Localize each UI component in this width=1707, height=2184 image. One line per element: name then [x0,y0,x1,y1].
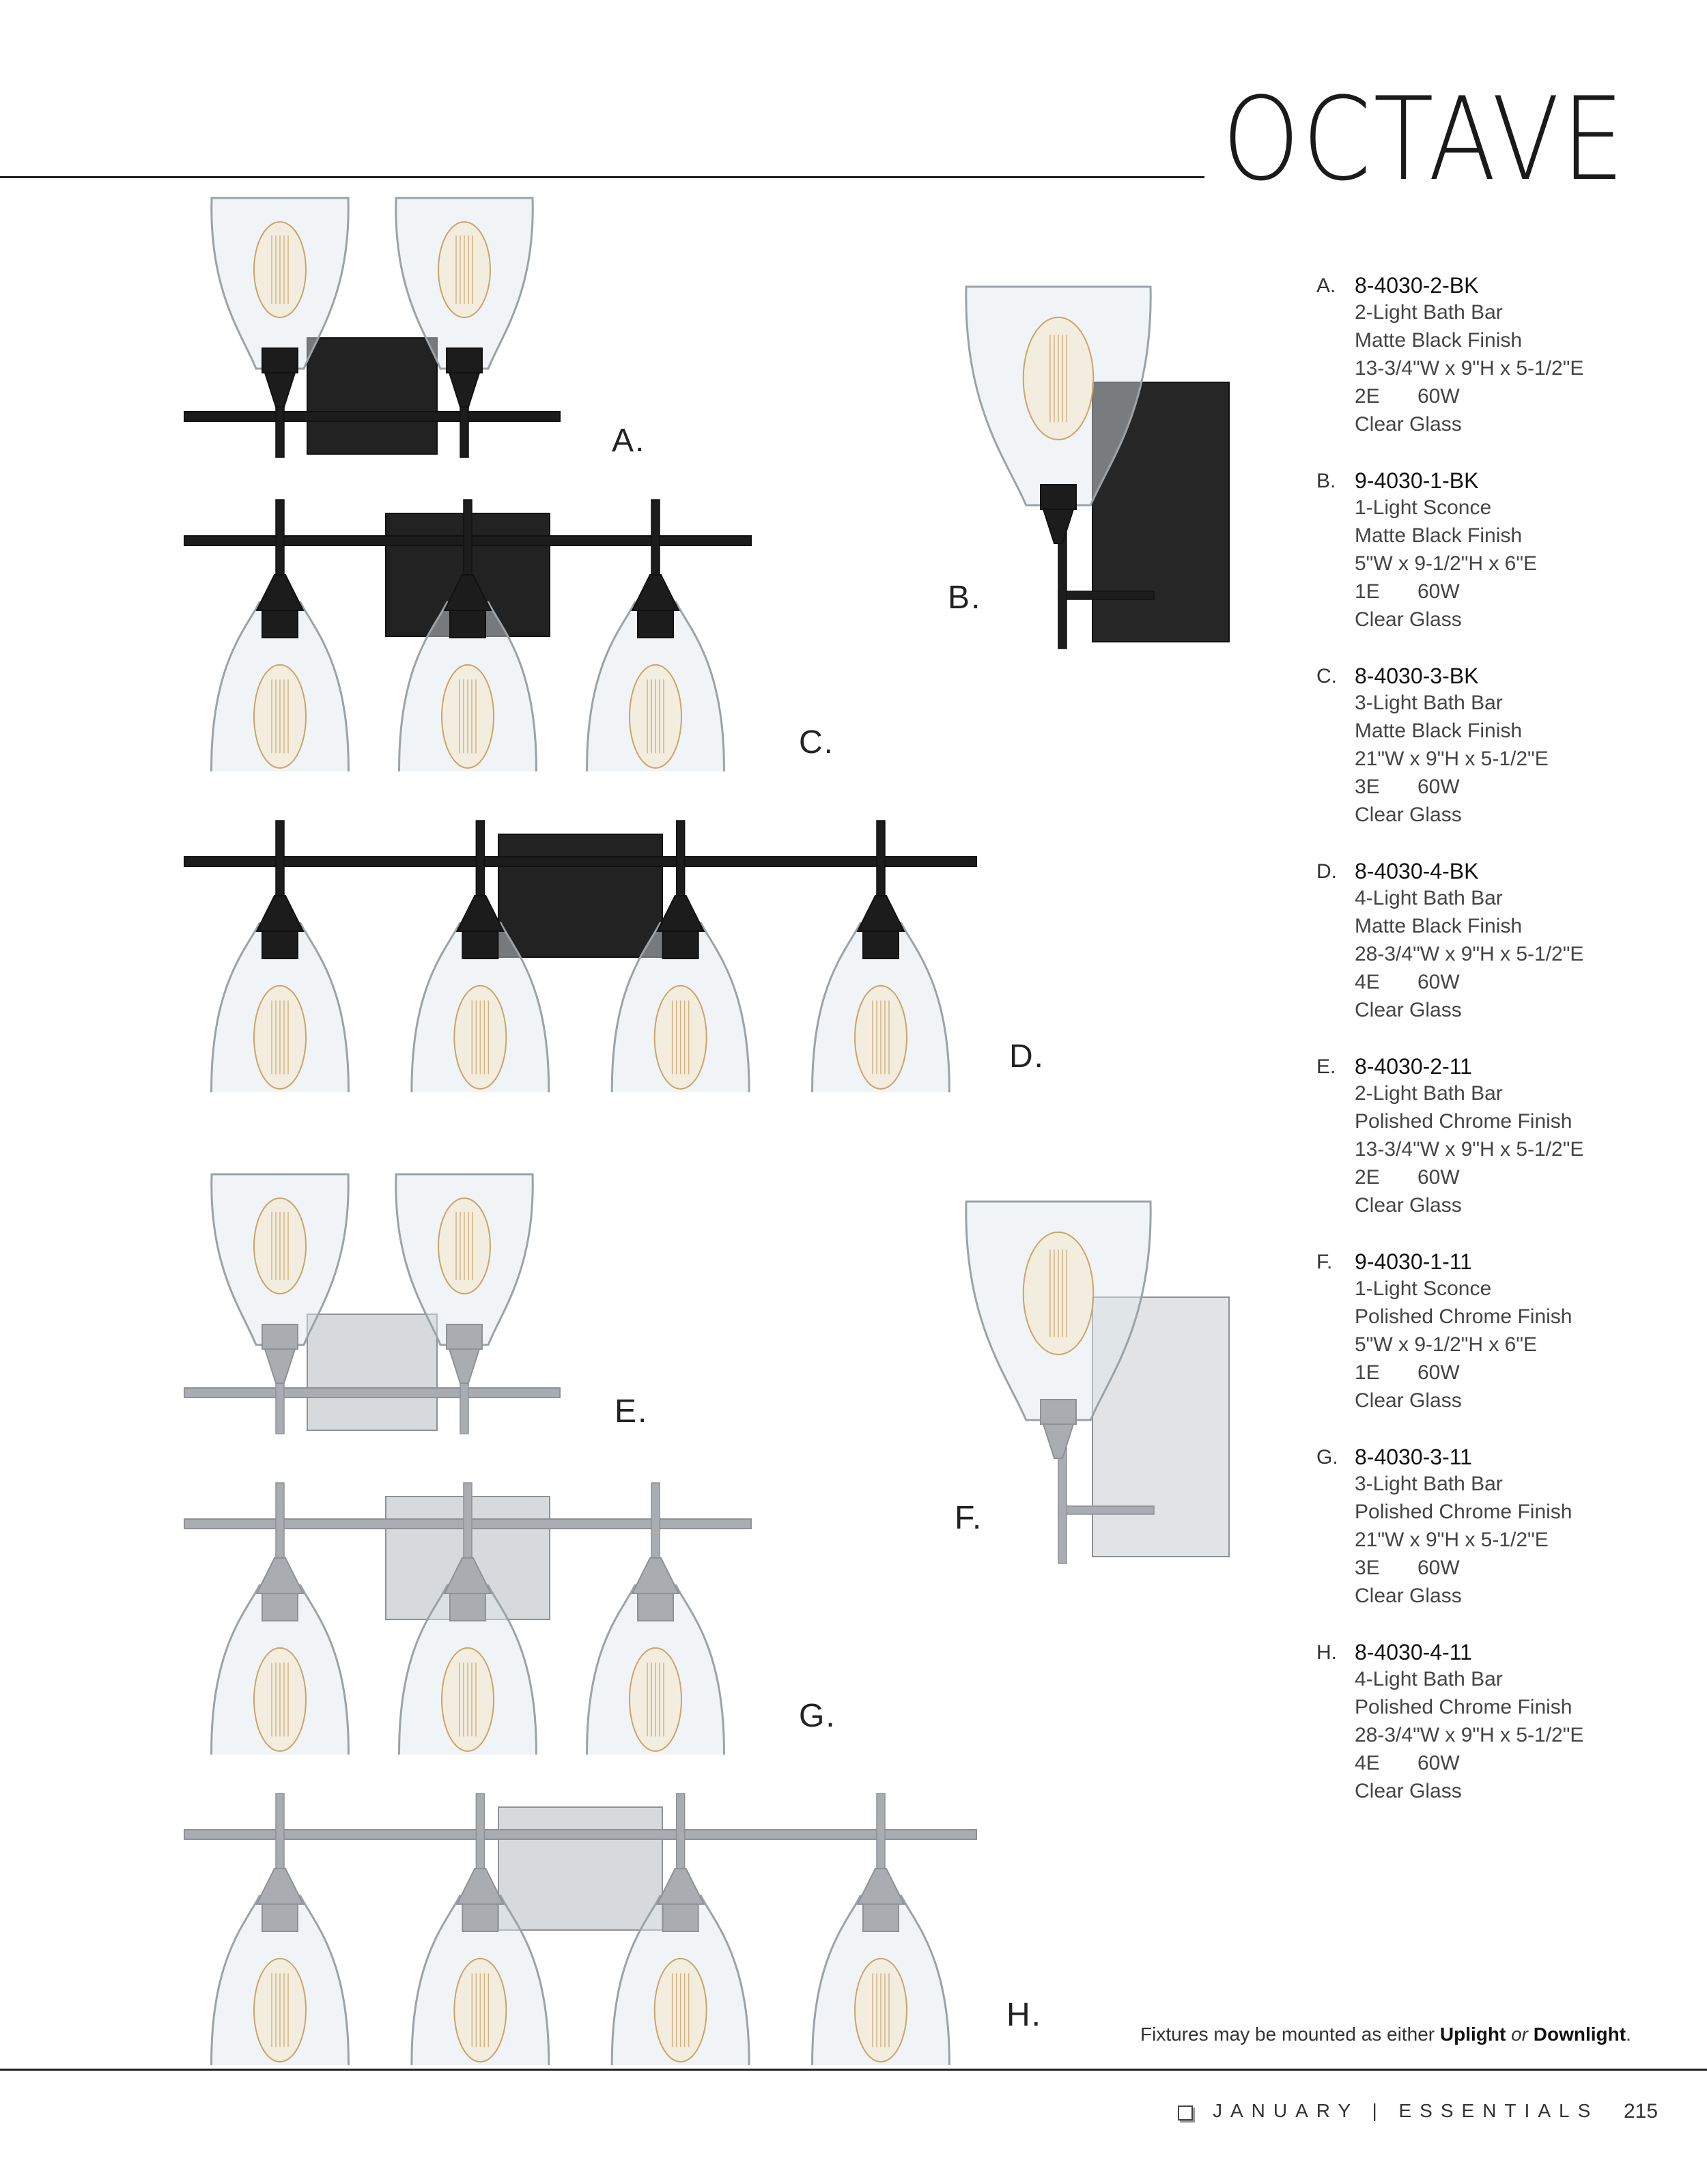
socket-cap [257,896,303,931]
socket [638,1593,673,1621]
spec-letter: A. [1316,274,1336,297]
spec-glass: Clear Glass [1355,1194,1462,1217]
spec-block [1316,1640,1644,1817]
socket-stem [449,373,479,407]
socket-cap [457,1869,503,1904]
spec-bulbs: 4E [1355,971,1380,993]
socket-cap [632,575,679,610]
backplate [498,1807,662,1930]
spec-wattage: 60W [1417,385,1460,408]
socket-stem [1043,1424,1073,1458]
spec-bulbs: 4E [1355,1752,1380,1774]
spec-dimensions: 13-3/4"W x 9"H x 5-1/2"E [1355,357,1584,380]
socket [262,1593,298,1621]
spec-bulbs: 2E [1355,385,1380,408]
spec-wattage: 60W [1417,1166,1460,1189]
spec-dimensions: 28-3/4"W x 9"H x 5-1/2"E [1355,943,1584,965]
socket-cap [257,575,303,610]
spec-sku: 8-4030-3-11 [1355,1445,1472,1469]
note-or: or [1506,2024,1534,2045]
arm-post [651,1483,660,1565]
page-title: OCTAVE [1222,72,1627,206]
spec-name: 4-Light Bath Bar [1355,887,1503,909]
spec-wattage: 60W [1417,1557,1460,1579]
footer-rule [0,2069,1707,2071]
socket-cap [257,1558,303,1593]
spec-finish: Matte Black Finish [1355,524,1523,547]
arm-post [877,1793,885,1875]
arm [1058,591,1154,599]
socket [663,1904,699,1931]
label-b: B. [948,580,982,616]
product-image-h [178,1785,983,2065]
spec-name: 4-Light Bath Bar [1355,1668,1503,1690]
spec-glass: Clear Glass [1355,1780,1462,1802]
socket [863,931,899,959]
socket [450,1593,485,1621]
socket [262,610,298,638]
product-image-d [178,812,983,1092]
spec-wattage: 60W [1417,1361,1460,1384]
socket-cap [858,896,904,931]
spec-glass: Clear Glass [1355,413,1462,436]
spec-letter: B. [1316,470,1336,492]
arm-post [1058,533,1067,649]
spec-letter: E. [1316,1055,1336,1078]
socket [863,1904,899,1931]
socket [262,1904,298,1931]
label-d: D. [1009,1038,1045,1075]
arm-post [276,1483,284,1565]
page-number: 215 [1624,2100,1659,2123]
crossbar [184,1388,560,1398]
socket-cap [257,1869,303,1904]
spec-block [1316,1054,1644,1232]
spec-glass: Clear Glass [1355,804,1462,826]
label-g: G. [799,1698,836,1734]
spec-name: 2-Light Bath Bar [1355,1082,1503,1105]
backplate [307,1314,437,1430]
spec-dimensions: 5"W x 9-1/2"H x 6"E [1355,1333,1538,1356]
crossbar [184,412,560,421]
spec-wattage: 60W [1417,776,1460,798]
spec-sku: 8-4030-3-BK [1355,664,1479,688]
spec-sku: 8-4030-4-BK [1355,859,1479,883]
arm [1058,1506,1154,1514]
spec-finish: Matte Black Finish [1355,915,1523,937]
spec-name: 3-Light Bath Bar [1355,692,1503,714]
checkbox-icon [1178,2105,1193,2121]
footer-section: JANUARY | ESSENTIALS [1213,2100,1599,2121]
spec-bulbs: 3E [1355,776,1380,798]
spec-sku: 8-4030-2-BK [1355,273,1479,298]
socket [462,931,498,959]
arm-post [476,1793,484,1875]
socket [663,931,699,959]
spec-letter: D. [1316,860,1337,883]
socket-stem [265,1349,295,1383]
spec-finish: Polished Chrome Finish [1355,1305,1572,1328]
spec-glass: Clear Glass [1355,608,1462,631]
spec-letter: C. [1316,665,1337,687]
socket-cap [457,896,503,931]
socket-stem [449,1349,479,1383]
spec-name: 1-Light Sconce [1355,496,1492,519]
spec-dimensions: 21"W x 9"H x 5-1/2"E [1355,748,1549,770]
socket [262,348,298,373]
spec-sku: 9-4030-1-11 [1355,1249,1472,1274]
spec-finish: Matte Black Finish [1355,720,1523,742]
socket [638,610,673,638]
mounting-note [1140,2024,1631,2045]
socket [1041,485,1076,509]
spec-block [1316,1445,1644,1622]
spec-bulbs: 1E [1355,580,1380,603]
note-suffix: . [1626,2024,1631,2045]
product-image-b [956,273,1243,683]
spec-finish: Polished Chrome Finish [1355,1110,1572,1133]
label-a: A. [612,423,646,459]
spec-sku: 8-4030-2-11 [1355,1054,1472,1079]
spec-bulbs: 3E [1355,1557,1380,1579]
socket [450,610,485,638]
note-uplight: Uplight [1439,2024,1506,2045]
product-image-g [178,1475,758,1755]
label-h: H. [1006,1997,1042,2033]
spec-letter: H. [1316,1641,1337,1664]
spec-sku: 8-4030-4-11 [1355,1640,1472,1664]
note-prefix: Fixtures may be mounted as either [1140,2024,1440,2045]
spec-finish: Polished Chrome Finish [1355,1501,1572,1523]
spec-name: 2-Light Bath Bar [1355,301,1503,324]
socket-stem [265,373,295,407]
spec-bulbs: 1E [1355,1361,1380,1384]
crossbar [184,1830,976,1839]
arm-post [276,500,284,582]
spec-dimensions: 28-3/4"W x 9"H x 5-1/2"E [1355,1724,1584,1746]
socket-cap [858,1869,904,1904]
label-c: C. [799,724,834,761]
spec-letter: G. [1316,1446,1338,1469]
spec-finish: Polished Chrome Finish [1355,1696,1572,1718]
spec-wattage: 60W [1417,580,1460,603]
spec-finish: Matte Black Finish [1355,329,1523,352]
spec-glass: Clear Glass [1355,1585,1462,1607]
arm-post [464,500,472,582]
socket-stem [1043,509,1073,543]
arm-post [276,1793,284,1875]
spec-dimensions: 13-3/4"W x 9"H x 5-1/2"E [1355,1138,1584,1161]
socket [262,931,298,959]
arm-post [877,821,885,903]
header-rule [0,176,1204,178]
spec-bulbs: 2E [1355,1166,1380,1189]
socket [447,1324,482,1349]
spec-name: 1-Light Sconce [1355,1277,1492,1300]
spec-wattage: 60W [1417,971,1460,993]
arm-post [651,500,660,582]
spec-sku: 9-4030-1-BK [1355,468,1479,493]
spec-glass: Clear Glass [1355,1389,1462,1412]
arm-post [276,821,284,903]
spec-block [1316,273,1644,451]
spec-name: 3-Light Bath Bar [1355,1473,1503,1495]
spec-block [1316,664,1644,841]
socket-cap [658,896,704,931]
product-image-a [178,191,567,464]
spec-glass: Clear Glass [1355,999,1462,1021]
product-image-e [178,1167,567,1441]
arm-post [464,1483,472,1565]
backplate [307,338,437,454]
spec-block [1316,859,1644,1036]
arm-post [1058,1447,1067,1563]
note-downlight: Downlight [1533,2024,1626,2045]
spec-block [1316,468,1644,646]
socket [1041,1400,1076,1424]
socket-cap [632,1558,679,1593]
spec-block [1316,1249,1644,1427]
label-e: E. [615,1393,649,1430]
socket [462,1904,498,1931]
spec-dimensions: 5"W x 9-1/2"H x 6"E [1355,552,1538,575]
spec-dimensions: 21"W x 9"H x 5-1/2"E [1355,1529,1549,1551]
socket [447,348,482,373]
backplate [498,834,662,957]
socket-cap [658,1869,704,1904]
arm-post [677,821,685,903]
spec-wattage: 60W [1417,1752,1460,1774]
product-image-f [956,1188,1243,1598]
product-image-c [178,492,758,771]
crossbar [184,857,976,866]
arm-post [677,1793,685,1875]
spec-letter: F. [1316,1251,1333,1273]
socket [262,1324,298,1349]
arm-post [476,821,484,903]
label-f: F. [955,1500,983,1536]
